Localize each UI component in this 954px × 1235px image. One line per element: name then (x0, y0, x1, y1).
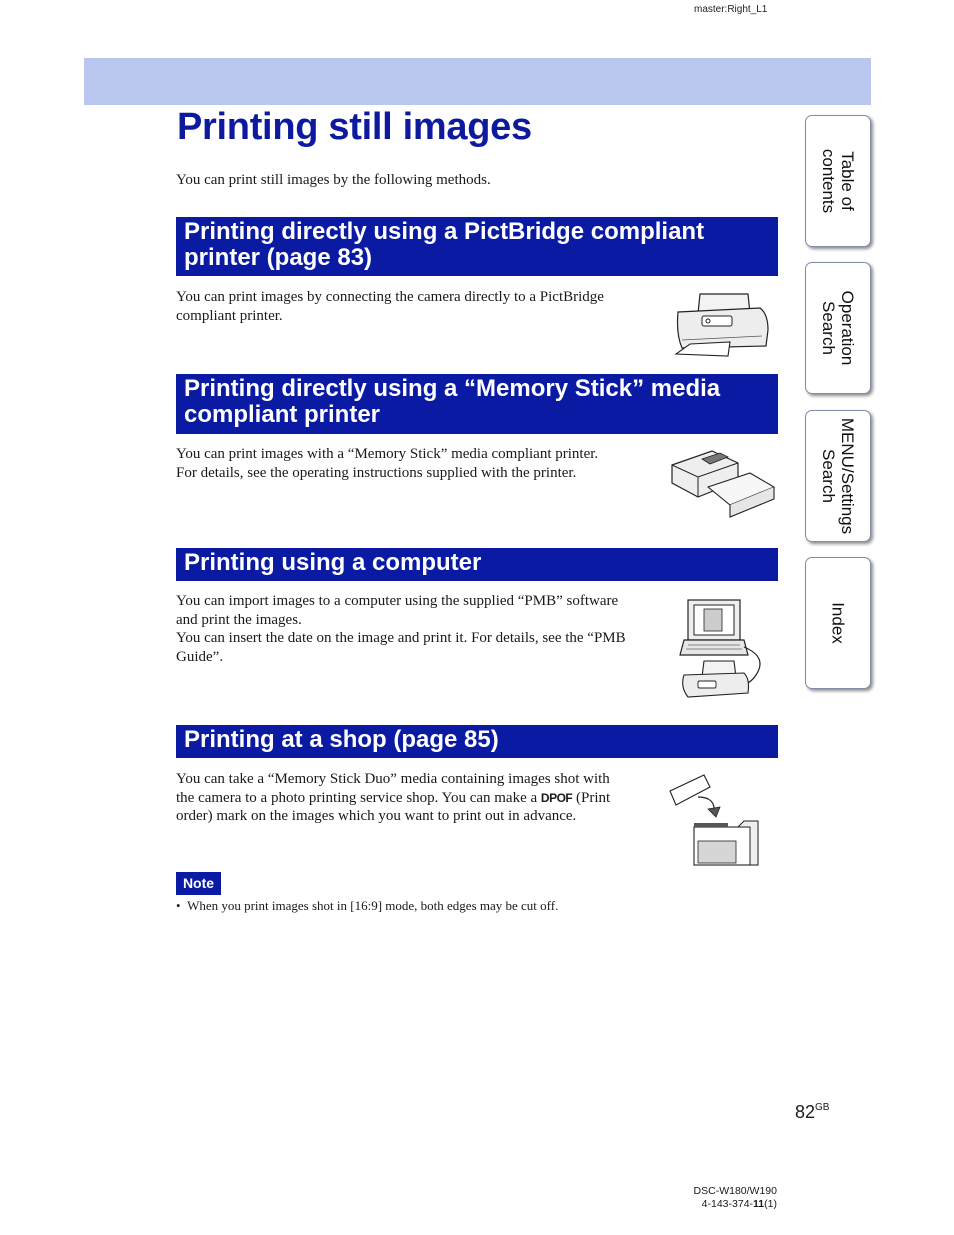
tab-label (819, 418, 857, 534)
body-fragment: (Print (576, 789, 611, 806)
section-text-memory-stick (176, 445, 598, 482)
dpof-icon: DPOF (540, 790, 573, 805)
tab-label-line: contents (819, 148, 838, 214)
body-line: order) mark on the images which you want to print out in advance. (176, 808, 577, 825)
page-number-value: 82 (795, 1102, 816, 1122)
memory-stick-printer-icon (668, 447, 778, 521)
code-bold: 11 (753, 1198, 765, 1210)
section-text-computer (176, 592, 626, 667)
heading-line: compliant printer (184, 401, 381, 428)
section-heading-computer[interactable] (176, 548, 778, 581)
section-text-shop (176, 770, 610, 826)
pictbridge-printer-icon (670, 290, 772, 358)
tab-label-line: MENU/Settings (838, 417, 857, 535)
tab-label-line: Search (819, 301, 838, 355)
computer-printer-icon (678, 597, 768, 705)
top-band (84, 58, 871, 105)
section-heading-memory-stick[interactable] (176, 374, 778, 434)
tab-index[interactable] (805, 557, 871, 689)
body-line: You can print images by connecting the camera directly to a PictBridge (176, 289, 604, 305)
master-tag: master:Right_L1 (694, 4, 768, 15)
tab-label-line: Index (828, 602, 848, 644)
body-line: For details, see the operating instructions supplied with the printer. (176, 464, 577, 481)
body-line: and print the images. (176, 611, 302, 628)
body-line: You can import images to a computer using the supplied “PMB” software (176, 593, 619, 609)
body-line: You can take a “Memory Stick Duo” media containing images shot with (176, 771, 610, 787)
section-heading-pictbridge[interactable] (176, 217, 778, 276)
tab-label (819, 149, 857, 213)
tab-table-of-contents[interactable] (805, 115, 871, 247)
photo-shop-icon (668, 773, 762, 869)
body-line (176, 789, 610, 808)
body-line: You can insert the date on the image and print it. For details, see the “PMB (176, 630, 626, 647)
code-prefix: 4-143-374- (701, 1198, 754, 1210)
heading-line: Printing directly using a “Memory Stick” media (184, 375, 721, 402)
heading-line: printer (page 83) (184, 244, 373, 271)
tab-label (819, 291, 857, 366)
body-line: You can print images with a “Memory Stick” media compliant printer. (176, 446, 599, 462)
bullet: • (176, 898, 181, 913)
tab-label-line: Table of (838, 151, 857, 211)
model-info (694, 1185, 777, 1211)
model-name: DSC-W180/W190 (693, 1185, 777, 1197)
section-heading-shop[interactable] (176, 725, 778, 758)
heading-line: Printing using a computer (184, 549, 482, 576)
tab-label-line: Operation (838, 290, 857, 366)
tab-label-line: Search (819, 449, 838, 503)
note-body: When you print images shot in [16:9] mode, both edges may be cut off. (187, 898, 559, 913)
note-label: Note (176, 872, 221, 895)
document-code (694, 1198, 777, 1211)
body-line: Guide”. (176, 649, 224, 666)
page-number (795, 1102, 829, 1123)
section-text-pictbridge (176, 288, 604, 325)
code-suffix: (1) (764, 1198, 777, 1210)
heading-line: Printing at a shop (page 85) (184, 726, 499, 753)
tab-menu-settings-search[interactable] (805, 410, 871, 542)
page-number-suffix: GB (815, 1102, 830, 1113)
page-title: Printing still images (177, 106, 532, 148)
heading-line: Printing directly using a PictBridge compliant (184, 218, 705, 245)
note-text (176, 898, 558, 914)
tab-operation-search[interactable] (805, 262, 871, 394)
body-fragment: the camera to a photo printing service shop. You can make a (176, 789, 538, 806)
intro-text: You can print still images by the following methods. (176, 172, 491, 188)
body-line: compliant printer. (176, 307, 283, 324)
tab-label (829, 602, 848, 644)
